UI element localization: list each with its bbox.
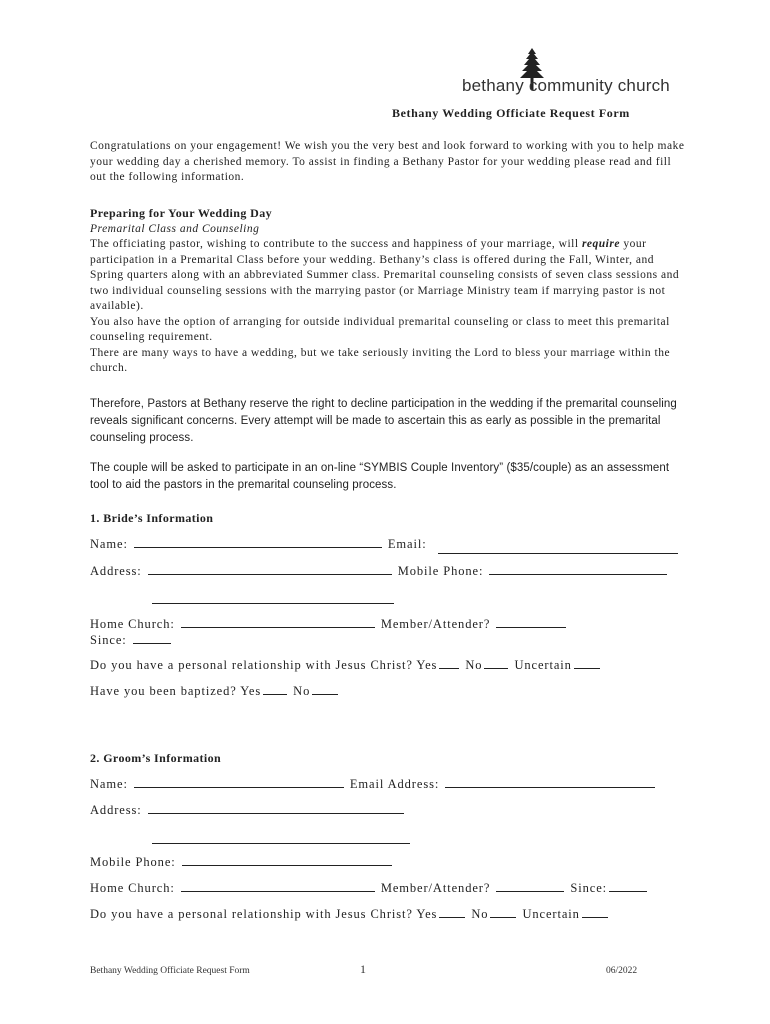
groom-rel-uncertain-field[interactable]	[582, 916, 608, 918]
bride-baptized-label: Have you been baptized?	[90, 684, 237, 698]
bride-address-label: Address:	[90, 564, 142, 578]
bride-rel-uncertain-label: Uncertain	[514, 658, 572, 672]
option-paragraph: You also have the option of arranging for outside individual premarital counseling or class to meet this premarital counseling requirement.	[90, 315, 670, 343]
groom-relationship-row	[90, 907, 610, 922]
page-title: Bethany Wedding Officiate Request Form	[392, 106, 630, 120]
bride-since-label: Since:	[90, 633, 127, 647]
groom-rel-no-label: No	[471, 907, 489, 921]
bride-member-field[interactable]	[496, 626, 566, 628]
groom-member-field[interactable]	[496, 890, 564, 892]
bride-relationship-label: Do you have a personal relationship with Jesus Christ?	[90, 658, 413, 672]
groom-name-row	[90, 777, 657, 792]
footer-page-number: 1	[360, 962, 366, 976]
groom-church-label: Home Church:	[90, 881, 175, 895]
bride-since-row	[90, 633, 173, 648]
bride-church-row	[90, 617, 568, 632]
groom-mobile-field[interactable]	[182, 864, 392, 866]
church-logo-text: bethany community church	[462, 76, 670, 95]
bride-email-label: Email:	[387, 537, 427, 551]
preparing-section	[90, 206, 690, 377]
groom-mobile-label: Mobile Phone:	[90, 855, 176, 869]
bride-address-row	[90, 564, 669, 579]
groom-rel-yes-label: Yes	[416, 907, 438, 921]
bride-name-field[interactable]	[134, 546, 382, 548]
require-emphasis: require	[581, 238, 620, 250]
intro-paragraph: Congratulations on your engagement! We wish you the very best and look forward to working with you to help make your wedding day a cherished memory. To assist in finding a Bethany Pastor for your wedding please read and fill out the following information.	[90, 140, 685, 183]
bride-bap-yes-label: Yes	[240, 684, 262, 698]
groom-rel-uncertain-label: Uncertain	[522, 907, 580, 921]
groom-member-label: Member/Attender?	[380, 881, 491, 895]
groom-heading: 2. Groom’s Information	[90, 751, 222, 765]
groom-rel-yes-field[interactable]	[439, 916, 465, 918]
groom-relationship-label: Do you have a personal relationship with Jesus Christ?	[90, 907, 413, 921]
groom-name-label: Name:	[90, 777, 128, 791]
groom-church-row	[90, 881, 649, 896]
groom-church-field[interactable]	[181, 890, 375, 892]
bride-rel-yes-label: Yes	[416, 658, 438, 672]
bride-since-field[interactable]	[133, 642, 171, 644]
premarital-text-b: your participation in a Premarital Class before your wedding. Bethany’s class is offered during the Fall, Winter, and Spring quarters along with an abbreviated Summer class. Premarital counseling consists of seven class sessions and two individual counseling sessions with the marrying pastor (or Marriage Ministry team if marrying pastor is not available).	[90, 238, 680, 312]
groom-address-field[interactable]	[148, 812, 404, 814]
bride-rel-no-field[interactable]	[484, 667, 508, 669]
bride-mobile-field[interactable]	[489, 573, 667, 575]
bride-rel-yes-field[interactable]	[439, 667, 459, 669]
bride-rel-no-label: No	[465, 658, 483, 672]
groom-name-field[interactable]	[134, 786, 344, 788]
bride-address-field[interactable]	[148, 573, 392, 575]
premarital-paragraph	[90, 237, 690, 315]
preparing-heading: Preparing for Your Wedding Day	[90, 206, 273, 220]
groom-address-label: Address:	[90, 803, 142, 817]
bride-bap-no-field[interactable]	[312, 693, 338, 695]
bride-church-label: Home Church:	[90, 617, 175, 631]
footer-form-name: Bethany Wedding Officiate Request Form	[90, 966, 250, 976]
premarital-text-a: The officiating pastor, wishing to contribute to the success and happiness of your marriage, will	[90, 238, 579, 250]
bride-bap-no-label: No	[293, 684, 311, 698]
wedding-paragraph: There are many ways to have a wedding, but we take seriously inviting the Lord to bless your marriage within the church.	[90, 346, 671, 374]
groom-address-row	[90, 803, 406, 818]
groom-rel-no-field[interactable]	[490, 916, 516, 918]
bride-mobile-label: Mobile Phone:	[397, 564, 484, 578]
bride-member-label: Member/Attender?	[380, 617, 491, 631]
bride-church-field[interactable]	[181, 626, 375, 628]
groom-since-label: Since:	[570, 881, 608, 895]
groom-address-line2[interactable]	[152, 842, 410, 844]
therefore-paragraph: Therefore, Pastors at Bethany reserve the right to decline participation in the wedding if the premarital counseling reveals significant concerns. Every attempt will be made to ascertain this as early as possible in the premarital counseling process.	[90, 398, 677, 444]
groom-since-field[interactable]	[609, 890, 647, 892]
bride-address-line2[interactable]	[152, 602, 394, 604]
bride-name-label: Name:	[90, 537, 128, 551]
bride-email-field[interactable]	[438, 552, 678, 554]
bride-heading: 1. Bride’s Information	[90, 511, 214, 525]
bride-name-row	[90, 537, 427, 552]
symbis-paragraph: The couple will be asked to participate in an on-line “SYMBIS Couple Inventory” ($35/couple) as an assessment tool to aid the pastors in the premarital counseling process.	[90, 462, 670, 491]
bride-rel-uncertain-field[interactable]	[574, 667, 600, 669]
footer-date: 06/2022	[606, 966, 638, 976]
groom-email-label: Email Address:	[349, 777, 440, 791]
bride-bap-yes-field[interactable]	[263, 693, 287, 695]
bride-relationship-row	[90, 658, 602, 673]
groom-email-field[interactable]	[445, 786, 655, 788]
bride-baptized-row	[90, 684, 340, 699]
groom-mobile-row	[90, 855, 394, 870]
premarital-subheading: Premarital Class and Counseling	[90, 222, 260, 235]
